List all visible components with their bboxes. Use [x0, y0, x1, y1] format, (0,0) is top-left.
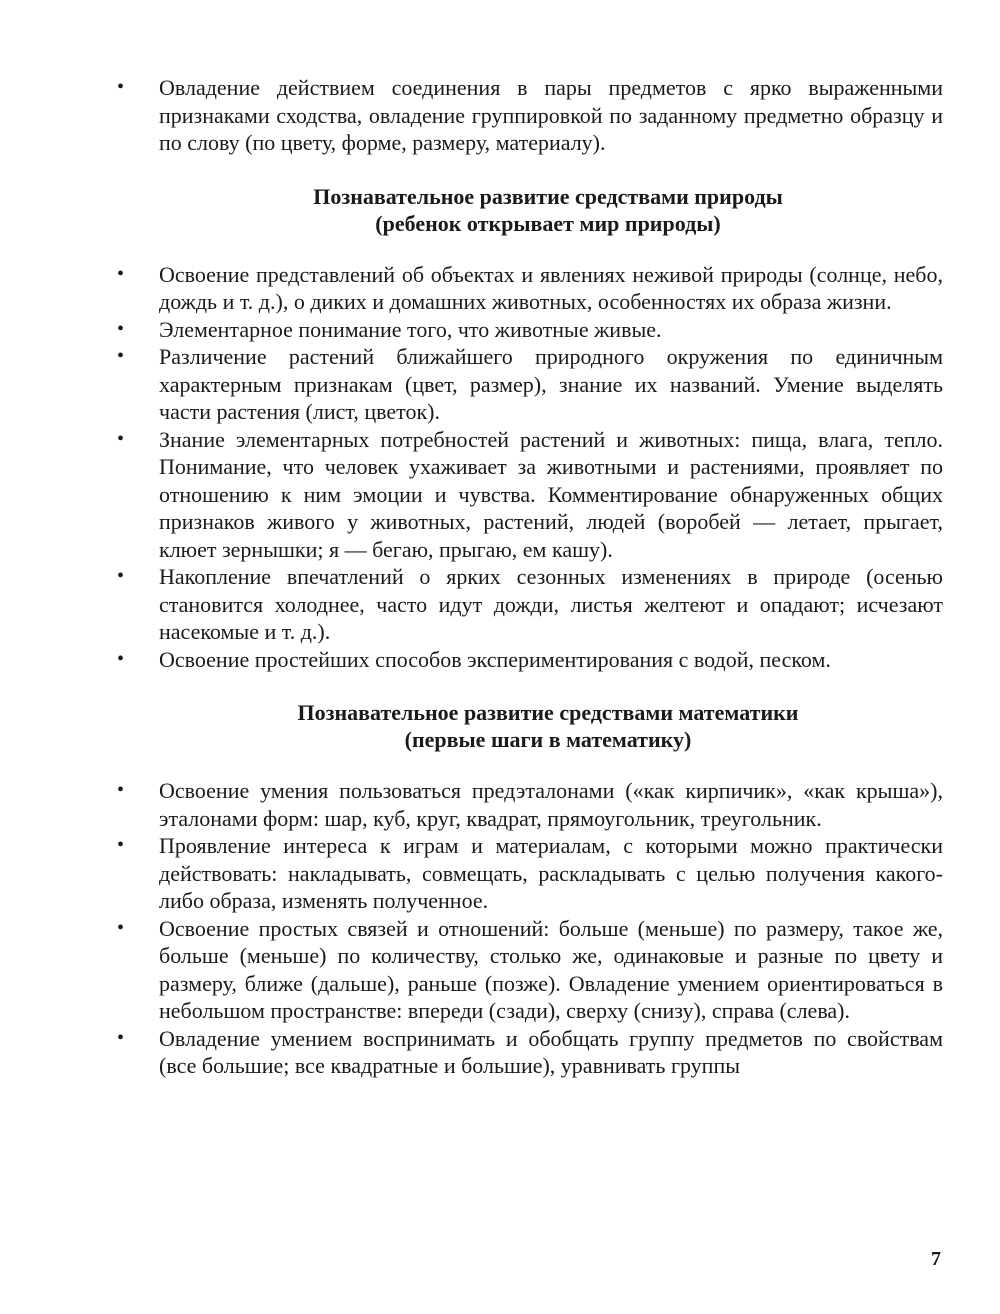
list-item-text: Освоение простых связей и отношений: больше (меньше) по размеру, такое же, больше (меньше) по количеству, столько же, одинаковые и разные по цвету и размеру, ближе (дальше), раньше (позже). Овладение умением ориентироваться в небольшом пространстве: впереди (сзади), сверху (снизу), справа (слева).	[159, 915, 943, 1023]
list-item-text: Различение растений ближайшего природного окружения по единичным характерным признакам (цвет, размер), знание их названий. Умение выделять части растения (лист, цветок).	[159, 344, 943, 424]
page-number: 7	[931, 1248, 941, 1270]
list-item	[113, 563, 943, 646]
bullet: •	[117, 916, 125, 939]
list-item-text: Овладение действием соединения в пары предметов с ярко выраженными признаками сходства, овладение группировкой по заданному предметно образцу и по слову (по цвету, форме, размеру, материалу).	[159, 75, 943, 155]
list-item-text: Знание элементарных потребностей растений и животных: пища, влага, тепло. Понимание, что человек ухаживает за животными и растениями, проявляет по отношению к ним эмоции и чувства. Комментирование обнаруженных общих признаков живого у животных, растений, людей (воробей — летает, прыгает, клюет зернышки; я — бегаю, прыгаю, ем кашу).	[159, 426, 943, 562]
list-item	[113, 1025, 943, 1080]
bullet: •	[117, 427, 125, 450]
list-item-text: Освоение представлений об объектах и явлениях неживой природы (солнце, небо, дождь и т. д.), о диких и домашних животных, особенностях их образа жизни.	[159, 261, 943, 314]
bullet: •	[117, 647, 125, 670]
section-subtitle: (ребенок открывает мир природы)	[375, 210, 721, 236]
bullet: •	[117, 565, 125, 587]
bullet: •	[117, 262, 125, 285]
list-item	[113, 832, 943, 915]
list-item-text: Освоение простейших способов экспериментирования с водой, песком.	[159, 646, 831, 672]
list-item-text: Овладение умением воспринимать и обобщать группу предметов по свойствам (все большие; все квадратные и большие), уравнивать группы	[159, 1025, 943, 1078]
section-title: Познавательное развитие средствами природы	[313, 183, 783, 209]
list-item	[113, 316, 943, 344]
list-item-text: Элементарное понимание того, что животные живые.	[159, 316, 662, 342]
bullet: •	[117, 317, 125, 340]
section-subtitle: (первые шаги в математику)	[404, 727, 692, 752]
list-item-text: Проявление интереса к играм и материалам, с которыми можно практически действовать: накладывать, совмещать, раскладывать с целью получения какого-либо образа, изменять полученное.	[159, 833, 943, 913]
list-item	[113, 777, 943, 832]
list-item-text: Накопление впечатлений о ярких сезонных изменениях в природе (осенью становится холоднее, часто идут дожди, листья желтеют и опадают; исчезают насекомые и т. д.).	[159, 564, 943, 644]
math-list	[113, 777, 943, 1080]
list-item	[113, 74, 943, 157]
bullet: •	[117, 345, 125, 367]
list-item	[113, 426, 943, 564]
intro-list	[113, 74, 943, 157]
bullet: •	[117, 834, 125, 856]
section-heading-math	[113, 699, 943, 753]
list-item	[113, 646, 943, 674]
section-title: Познавательное развитие средствами математики	[297, 700, 799, 725]
list-item	[113, 343, 943, 426]
list-item	[113, 261, 943, 316]
list-item	[113, 915, 943, 1025]
bullet: •	[117, 1026, 125, 1049]
list-item-text: Освоение умения пользоваться предэталонами («как кирпичик», «как крыша»), эталонами форм: шар, куб, круг, квадрат, прямоугольник, треугольник.	[159, 778, 943, 831]
section-heading-nature	[113, 183, 943, 237]
nature-list	[113, 261, 943, 674]
bullet: •	[117, 76, 125, 98]
bullet: •	[117, 779, 125, 801]
page-content	[113, 74, 943, 1080]
